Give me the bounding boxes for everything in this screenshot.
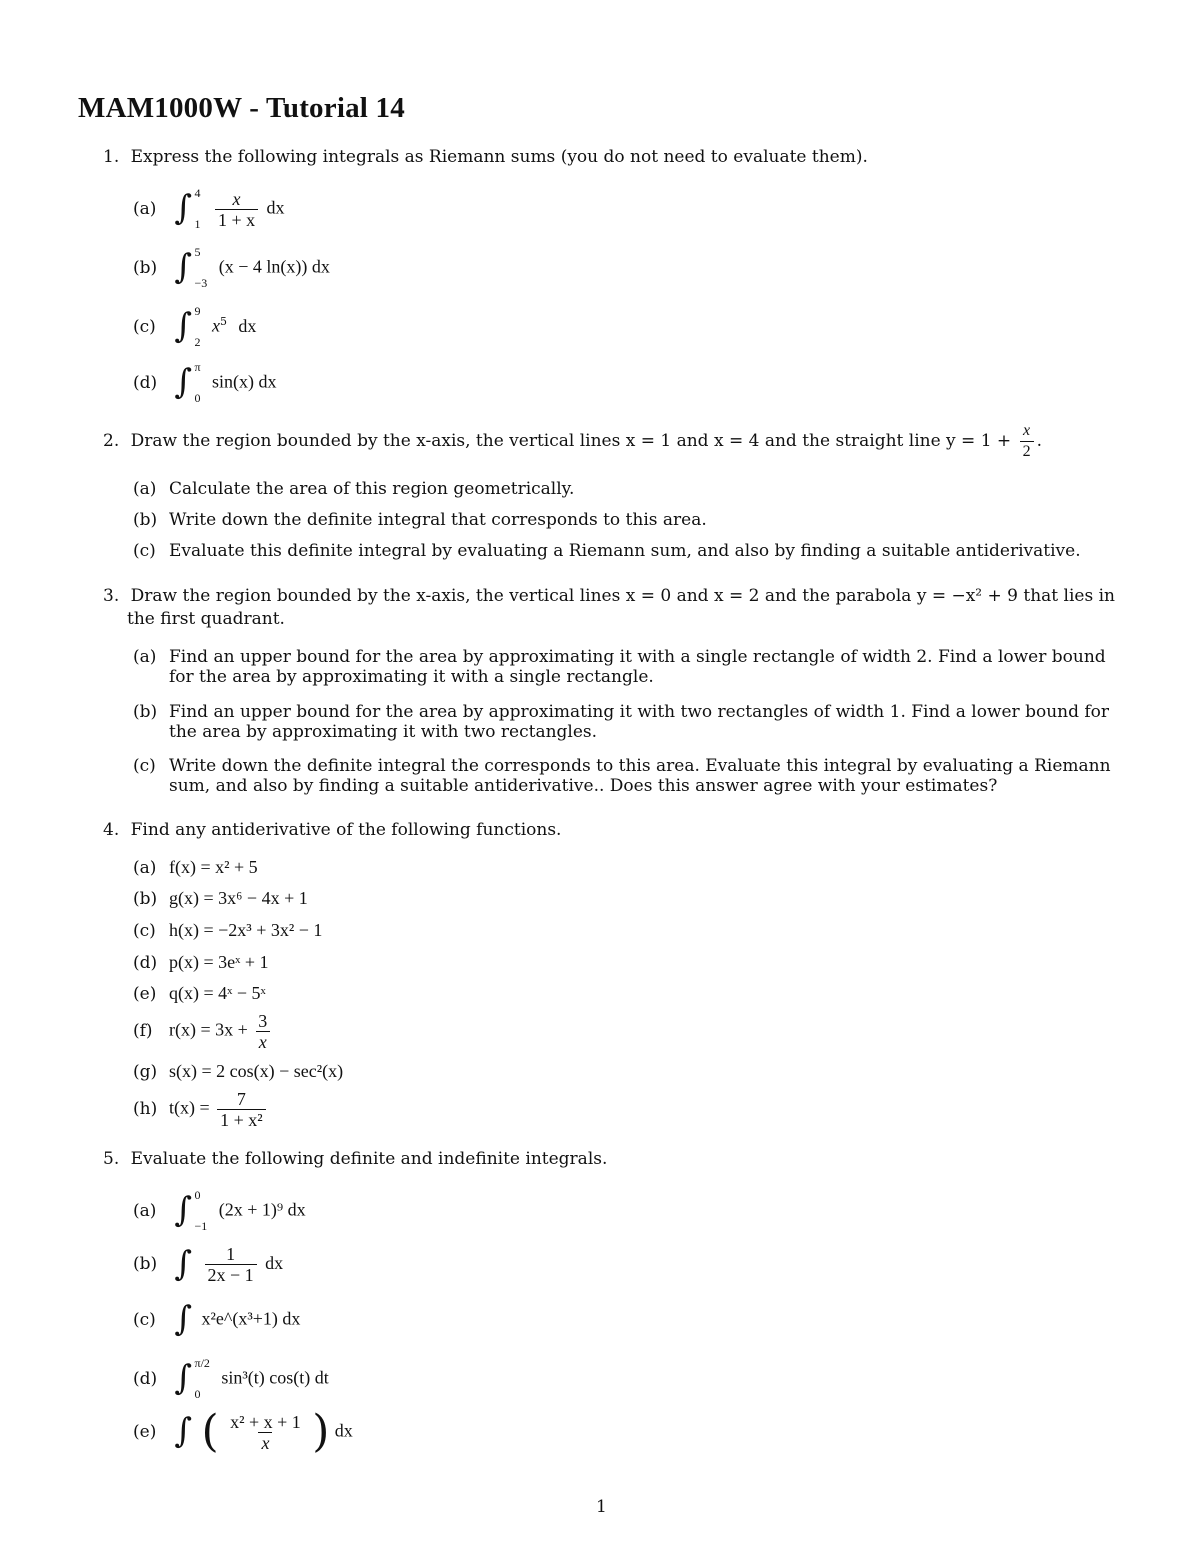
question-text: Draw the region bounded by the x-axis, the vertical lines x = 1 and x = 4 and the straight line y = 1 + bbox=[130, 431, 1012, 451]
fraction-denominator: x bbox=[256, 1031, 270, 1052]
q1-item-b bbox=[133, 245, 330, 291]
integrand: (2x + 1)⁹ dx bbox=[218, 1199, 306, 1220]
integral-sign-icon: ∫ bbox=[174, 1243, 193, 1284]
integrand-fraction bbox=[215, 189, 258, 230]
integral-limits bbox=[195, 360, 201, 406]
item-text: Find an upper bound for the area by approximating it with two rectangles of width 1. Find a lower bound for bbox=[169, 702, 1110, 722]
function-expression: h(x) = −2x³ + 3x² − 1 bbox=[169, 920, 323, 940]
fraction-denominator: 2 bbox=[1020, 441, 1034, 462]
item-label: (c) bbox=[133, 921, 156, 941]
item-label: (b) bbox=[133, 510, 158, 530]
left-paren: ( bbox=[201, 1406, 219, 1457]
question-3-continued: the first quadrant. bbox=[127, 609, 285, 629]
q4-item-d bbox=[133, 952, 268, 973]
item-text: Find an upper bound for the area by approximating it with a single rectangle of width 2. Find a lower bound bbox=[169, 647, 1106, 667]
lower-limit: 1 bbox=[194, 217, 201, 231]
fraction-numerator: x² + x + 1 bbox=[230, 1411, 301, 1432]
fraction-denominator: 1 + x bbox=[215, 209, 258, 230]
differential: dx bbox=[238, 315, 257, 336]
integral-sign-icon: ∫ bbox=[174, 247, 193, 287]
q5-item-c bbox=[133, 1299, 301, 1339]
integrand: (x − 4 ln(x)) dx bbox=[218, 256, 330, 277]
item-text: Write down the definite integral the corresponds to this area. Evaluate this integral by evaluating a Riemann bbox=[169, 756, 1111, 776]
fraction-numerator: 1 bbox=[226, 1244, 236, 1264]
item-label: (b) bbox=[133, 889, 158, 909]
item-label: (c) bbox=[133, 541, 156, 561]
question-number: 2. bbox=[103, 431, 120, 451]
function-expression: g(x) = 3x⁶ − 4x + 1 bbox=[169, 888, 308, 908]
page-number: 1 bbox=[596, 1497, 607, 1517]
item-label: (h) bbox=[133, 1098, 158, 1119]
item-label: (c) bbox=[133, 756, 156, 776]
item-text-continued: for the area by approximating it with a single rectangle. bbox=[169, 667, 654, 687]
q1-item-c bbox=[133, 304, 256, 350]
integrand-fraction bbox=[205, 1244, 257, 1285]
question-2: 2. Draw the region bounded by the x-axis, the vertical lines x = 1 and x = 4 and the straight line y = 1 + $\frac{x}{2}$ . bbox=[103, 422, 1042, 460]
item-label: (b) bbox=[133, 1254, 158, 1274]
integrand: sin³(t) cos(t) dt bbox=[221, 1367, 329, 1388]
fraction-numerator: x bbox=[232, 188, 241, 209]
integrand-base: x bbox=[211, 315, 220, 336]
function-expression: r(x) = 3x + bbox=[169, 1019, 248, 1040]
fraction-numerator: 3 bbox=[258, 1011, 268, 1031]
line-fraction bbox=[1020, 421, 1034, 462]
item-label: (d) bbox=[133, 953, 158, 973]
integral-sign-icon: ∫ bbox=[174, 306, 193, 346]
q3-item-b bbox=[133, 702, 1109, 742]
integral-sign-icon: ∫ bbox=[174, 1358, 193, 1398]
question-text: Evaluate the following definite and indefinite integrals. bbox=[130, 1149, 608, 1169]
upper-limit: π/2 bbox=[194, 1356, 210, 1370]
differential: dx bbox=[265, 1253, 284, 1273]
question-text: Express the following integrals as Riemann sums (you do not need to evaluate them). bbox=[130, 147, 868, 167]
function-expression: s(x) = 2 cos(x) − sec²(x) bbox=[169, 1061, 344, 1081]
integral-sign-icon: ∫ bbox=[174, 1190, 193, 1230]
q3-item-c bbox=[133, 756, 1111, 796]
q3-item-a bbox=[133, 647, 1106, 687]
integral-limits bbox=[195, 304, 201, 350]
item-label: (g) bbox=[133, 1062, 158, 1082]
q2-item-b bbox=[133, 510, 707, 530]
item-label: (f) bbox=[133, 1020, 153, 1041]
question-text: Draw the region bounded by the x-axis, the vertical lines x = 0 and x = 2 and the parabola y = −x² + 9 that lies in bbox=[130, 586, 1115, 606]
item-text: Write down the definite integral that corresponds to this area. bbox=[169, 510, 707, 530]
item-label: (a) bbox=[133, 1200, 157, 1221]
integrand-exponent: 5 bbox=[219, 314, 227, 328]
function-fraction bbox=[217, 1089, 266, 1130]
q1-item-d bbox=[133, 360, 277, 406]
item-label: (d) bbox=[133, 372, 158, 393]
upper-limit: 0 bbox=[194, 1188, 201, 1202]
integral-limits bbox=[195, 245, 208, 291]
q4-item-f bbox=[133, 1011, 273, 1052]
function-expression: f(x) = x² + 5 bbox=[169, 857, 258, 877]
fraction-numerator: 7 bbox=[236, 1089, 246, 1109]
item-text: Calculate the area of this region geometrically. bbox=[169, 479, 575, 499]
differential: dx bbox=[334, 1420, 353, 1441]
question-number: 1. bbox=[103, 147, 120, 167]
item-label: (a) bbox=[133, 858, 157, 878]
item-label: (e) bbox=[133, 1421, 157, 1442]
function-expression: q(x) = 4ˣ − 5ˣ bbox=[169, 983, 266, 1003]
integral-limits bbox=[195, 1188, 208, 1234]
integrand: x²e^(x³+1) dx bbox=[201, 1308, 301, 1329]
q4-item-e bbox=[133, 983, 266, 1004]
question-5 bbox=[103, 1148, 607, 1170]
upper-limit: π bbox=[194, 360, 201, 374]
integral-sign-icon: ∫ bbox=[174, 188, 193, 228]
q5-item-d bbox=[133, 1356, 329, 1402]
page-title: MAM1000W - Tutorial 14 bbox=[78, 92, 405, 124]
fraction-denominator: 2x − 1 bbox=[205, 1264, 257, 1285]
lower-limit: −3 bbox=[194, 276, 208, 290]
function-fraction bbox=[255, 1011, 270, 1052]
integrand-fraction bbox=[227, 1412, 304, 1453]
integral-limits bbox=[195, 186, 201, 232]
lower-limit: 0 bbox=[194, 391, 201, 405]
item-label: (b) bbox=[133, 257, 158, 278]
question-1 bbox=[103, 146, 868, 168]
item-text-continued: the area by approximating it with two rectangles. bbox=[169, 722, 598, 742]
item-label: (c) bbox=[133, 316, 156, 337]
question-number: 4. bbox=[103, 820, 120, 840]
fraction-numerator: x bbox=[1023, 422, 1031, 439]
item-label: (a) bbox=[133, 479, 157, 499]
q4-item-h bbox=[133, 1089, 269, 1130]
fraction-denominator: 1 + x² bbox=[217, 1109, 266, 1130]
question-number: 5. bbox=[103, 1149, 120, 1169]
function-expression: t(x) = bbox=[169, 1097, 210, 1118]
q4-item-c bbox=[133, 920, 322, 941]
item-label: (b) bbox=[133, 702, 158, 722]
q5-item-a bbox=[133, 1188, 306, 1234]
item-label: (d) bbox=[133, 1368, 158, 1389]
integral-sign-icon: ∫ bbox=[174, 362, 193, 402]
integrand: sin(x) dx bbox=[212, 371, 277, 392]
function-expression: p(x) = 3eˣ + 1 bbox=[169, 952, 269, 972]
q4-item-a bbox=[133, 857, 258, 878]
item-label: (a) bbox=[133, 647, 157, 667]
integral-sign-icon: ∫ bbox=[174, 1299, 193, 1339]
integral-limits bbox=[195, 1356, 210, 1402]
q2-item-c bbox=[133, 541, 1081, 561]
upper-limit: 4 bbox=[194, 186, 201, 200]
differential: dx bbox=[266, 197, 285, 218]
item-label: (a) bbox=[133, 198, 157, 219]
item-text: Evaluate this definite integral by evaluating a Riemann sum, and also by finding a suitable antiderivative. bbox=[169, 541, 1081, 561]
upper-limit: 5 bbox=[194, 245, 201, 259]
q4-item-g bbox=[133, 1061, 343, 1082]
lower-limit: −1 bbox=[194, 1219, 208, 1233]
item-label: (e) bbox=[133, 984, 157, 1004]
q2-item-a bbox=[133, 479, 574, 499]
lower-limit: 0 bbox=[194, 1387, 201, 1401]
question-4 bbox=[103, 819, 561, 841]
question-text: Find any antiderivative of the following functions. bbox=[130, 820, 562, 840]
right-paren: ) bbox=[312, 1406, 330, 1457]
question-number: 3. bbox=[103, 586, 120, 606]
q5-item-e bbox=[133, 1406, 353, 1457]
question-3 bbox=[103, 585, 1115, 607]
q5-item-b bbox=[133, 1244, 283, 1285]
q1-item-a bbox=[133, 186, 285, 232]
item-label: (c) bbox=[133, 1309, 156, 1330]
item-text-continued: sum, and also by finding a suitable antiderivative.. Does this answer agree with your estimates? bbox=[169, 776, 998, 796]
q4-item-b bbox=[133, 888, 308, 909]
upper-limit: 9 bbox=[194, 304, 201, 318]
fraction-denominator: x bbox=[258, 1432, 272, 1453]
lower-limit: 2 bbox=[194, 335, 201, 349]
integral-sign-icon: ∫ bbox=[174, 1411, 193, 1451]
